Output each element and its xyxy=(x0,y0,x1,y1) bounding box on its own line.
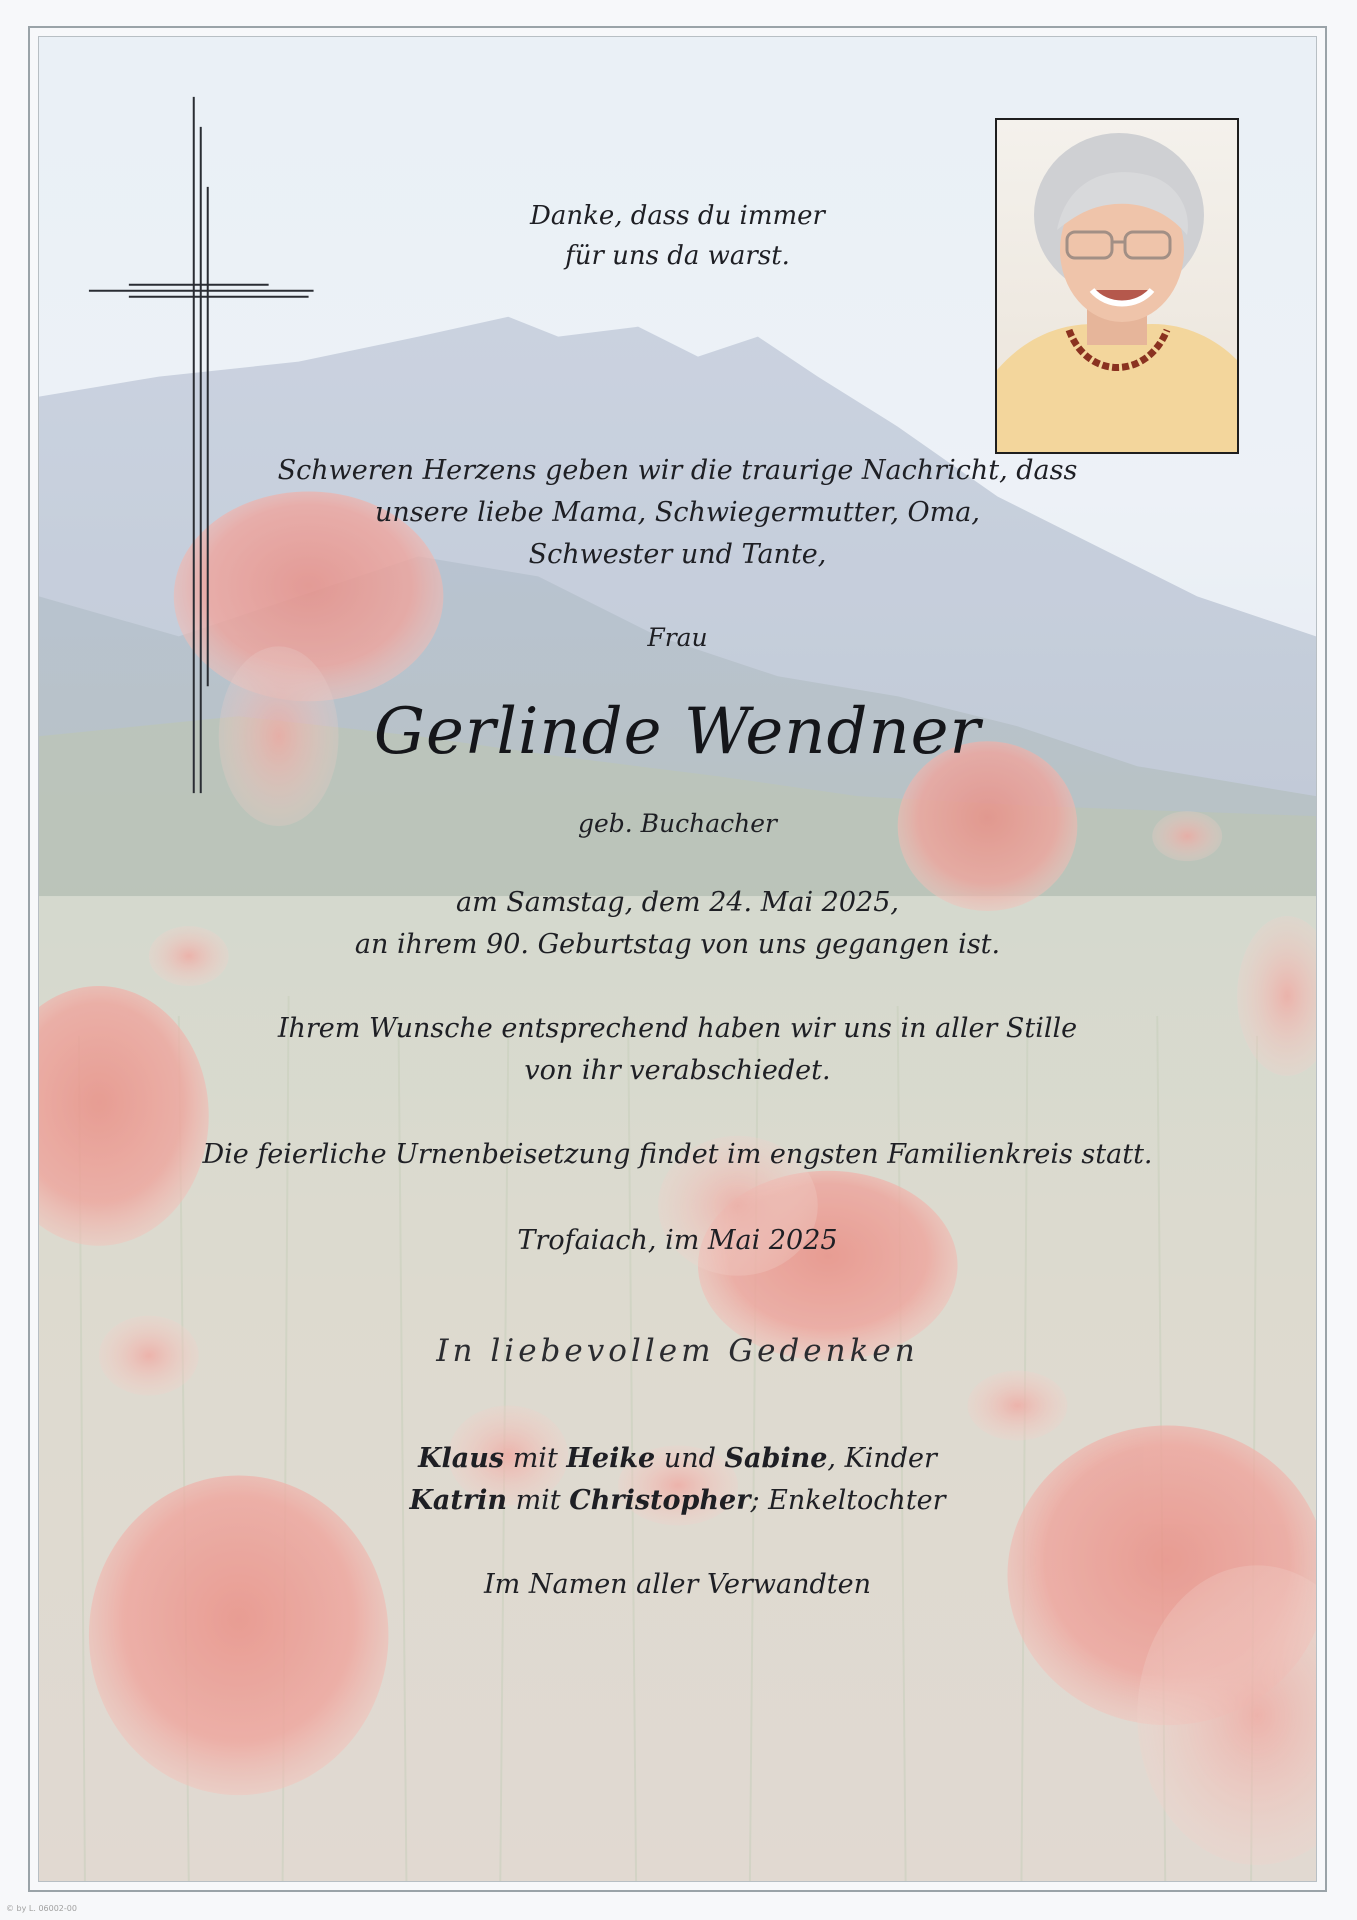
verse-line-1: Danke, dass du immer xyxy=(530,201,825,231)
mourner-name: Klaus xyxy=(418,1443,505,1474)
passing-line-2: an ihrem 90. Geburtstag von uns gegangen ist. xyxy=(354,929,1001,960)
burial-notice: Die feierliche Urnenbeisetzung findet im engsten Familienkreis statt. xyxy=(202,1139,1153,1170)
verse-line-2: für uns da warst. xyxy=(565,241,790,271)
mourner-name: Christopher xyxy=(569,1485,751,1516)
announcement-line-2: unsere liebe Mama, Schwiegermutter, Oma, xyxy=(375,497,980,528)
passing-line-1: am Samstag, dem 24. Mai 2025, xyxy=(456,887,899,918)
mourner-separator: und xyxy=(655,1443,725,1474)
mourner-role: ; Enkeltochter xyxy=(750,1485,946,1516)
place-date: Trofaiach, im Mai 2025 xyxy=(517,1225,838,1256)
mourner-name: Katrin xyxy=(409,1485,507,1516)
memorial-heading: In liebevollem Gedenken xyxy=(436,1333,919,1369)
mourner-name: Sabine xyxy=(724,1443,828,1474)
birth-name: geb. Buchacher xyxy=(577,809,778,838)
farewell-line-2: von ihr verabschiedet. xyxy=(524,1055,831,1086)
mourner-name: Heike xyxy=(566,1443,656,1474)
mourner-separator: mit xyxy=(506,1485,570,1516)
salutation: Frau xyxy=(647,623,708,652)
footer-code: © by L. 06002-00 xyxy=(6,1904,77,1913)
deceased-name: Gerlinde Wendner xyxy=(373,695,982,769)
announcement-line-1: Schweren Herzens geben wir die traurige Nachricht, dass xyxy=(277,455,1078,486)
mourner-separator: mit xyxy=(504,1443,567,1474)
mourner-role: , Kinder xyxy=(827,1443,937,1474)
obituary-card xyxy=(38,36,1317,1882)
announcement-line-3: Schwester und Tante, xyxy=(528,539,827,570)
closing-line: Im Namen aller Verwandten xyxy=(484,1569,871,1600)
mourners-row-2 xyxy=(39,1485,1316,1516)
mourners-row-1 xyxy=(39,1443,1316,1474)
farewell-line-1: Ihrem Wunsche entsprechend haben wir uns in aller Stille xyxy=(277,1013,1078,1044)
